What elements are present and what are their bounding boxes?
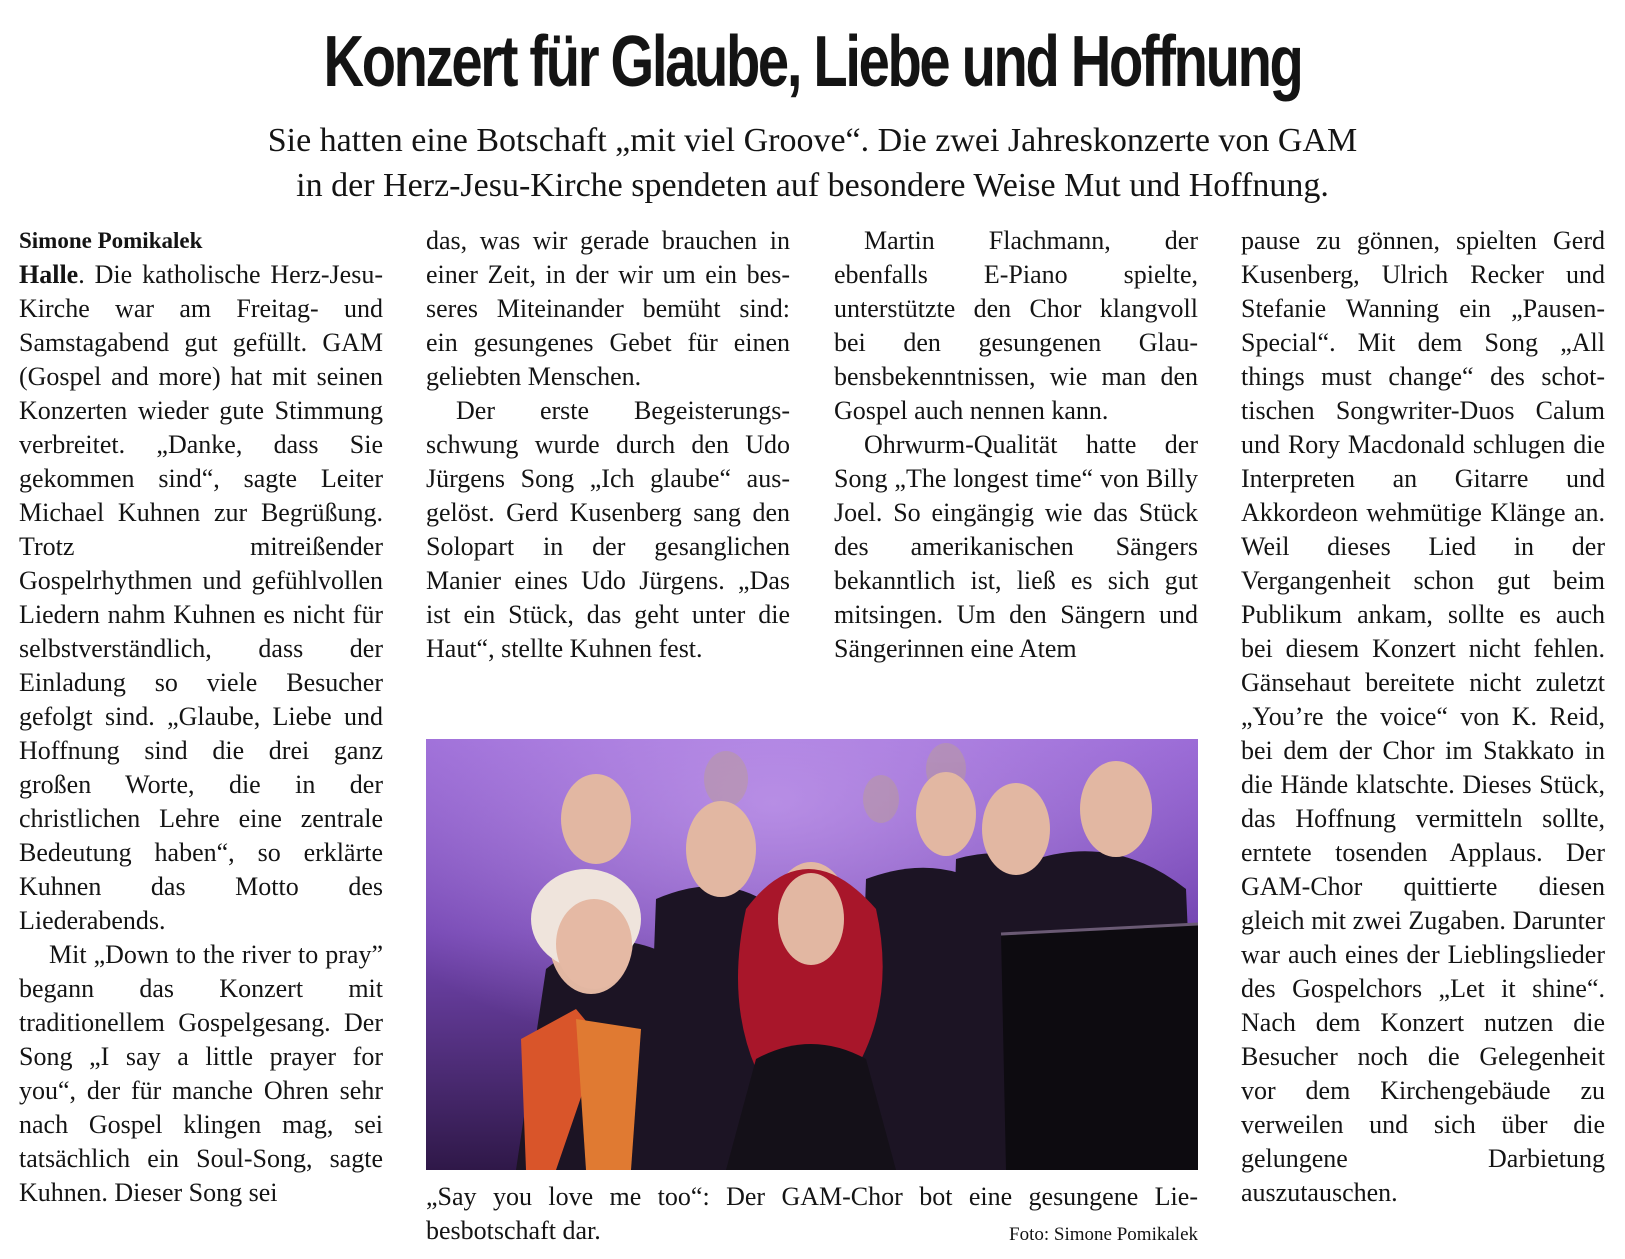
column-1-paragraph-2: Mit „Down to the river to pray” begann das Konzert mit traditionellem Gospelgesang. Der Song „I say a little prayer for you“, der für manche Ohren sehr nach Gospel klingen mag, sei tatsächlich ein Soul-Song, sagte Kuhnen. Dieser Song sei [19, 940, 383, 1207]
photo-credit: Foto: Simone Pomikalek [1009, 1224, 1198, 1245]
dateline: Halle [19, 260, 79, 289]
column-3-paragraph-1: Martin Flachmann, der ebenfalls E-Piano spielte, unterstützte den Chor klangvoll bei den gesungenen Glaubensbekenntnissen, wie man den Gospel auch nennen kann. [834, 226, 1198, 425]
choir-photo [426, 739, 1198, 1170]
column-2-paragraph-1: das, was wir gerade brauchen in einer Zeit, in der wir um ein besseres Miteinander bemüht sind: ein gesungenes Gebet für einen geliebten Menschen. [426, 226, 790, 391]
subheadline-line-2: in der Herz-Jesu-Kirche spendeten auf besondere Weise Mut und Hoffnung. [296, 167, 1329, 204]
column-3-paragraph-2: Ohrwurm-Qualität hatte der Song „The longest time“ von Billy Joel. So eingängig wie das Stück des amerikanischen Sängers bekanntlich ist, ließ es sich gut mitsingen. Um den Sängern und Sängerinnen eine Atem [834, 430, 1198, 663]
article-column-3 [834, 224, 1198, 684]
choir-photo-illustration [426, 739, 1198, 1170]
author-byline: Simone Pomikalek [19, 228, 203, 253]
photo-caption: „Say you love me too“: Der GAM-Chor bot eine gesungene Liebesbotschaft dar. [426, 1182, 1198, 1245]
subheadline-line-1: Sie hatten eine Botschaft „mit viel Groove“. Die zwei Jahreskonzerte von GAM [267, 122, 1358, 159]
article-column-1 [19, 224, 383, 1259]
column-1-paragraph-1 [19, 258, 383, 938]
headline: Konzert für Glaube, Liebe und Hoffnung [323, 22, 1302, 102]
article-column-2 [426, 224, 790, 684]
column-1-paragraph-1-text: . Die katholische Herz-Jesu-Kirche war am Freitag- und Samstagabend gut gefüllt. GAM (Gospel and more) hat mit seinen Konzerten wieder gute Stimmung verbreitet. „Danke, dass Sie gekommen sind“, sagte Leiter Michael Kuhnen zur Begrüßung. Trotz mitreißender Gospelrhythmen und gefühlvollen Liedern nahm Kuhnen es nicht für selbstverständlich, dass der Einladung so viele Besucher gefolgt sind. „Glaube, Liebe und Hoffnung sind die drei ganz großen Worte, die in der christlichen Lehre eine zentrale Bedeutung haben“, so erklärte Kuhnen das Motto des Liederabends. [19, 260, 383, 935]
article-column-4 [1241, 224, 1605, 1259]
column-4-paragraph-1: pause zu gönnen, spielten Gerd Kusenberg, Ulrich Recker und Stefanie Wanning ein „Pausen-Special“. Mit dem Song „All things must change“ des schottischen Songwriter-Duos Calum und Rory Macdonald schlugen die Interpreten an Gitarre und Akkordeon wehmütige Klänge an. Weil dieses Lied in der Vergangenheit schon gut beim Publikum ankam, sollte es auch bei diesem Konzert nicht fehlen. Gänsehaut bereitete nicht zuletzt „You’re the voice“ von K. Reid, bei dem der Chor im Stakkato in die Hände klatschte. Dieses Stück, das Hoffnung vermitteln sollte, erntete tosenden Applaus. Der GAM-Chor quittierte diesen gleich mit zwei Zugaben. Darunter war auch eines der Lieblingslieder des Gospelchors „Let it shine“. Nach dem Konzert nutzen die Besucher noch die Gelegenheit vor dem Kirchengebäude zu verweilen und sich über die gelungene Darbietung auszutauschen. [1241, 226, 1605, 1207]
column-2-paragraph-2: Der erste Begeisterungsschwung wurde durch den Udo Jürgens Song „Ich glaube“ ausgelöst. Gerd Kusenberg sang den Solopart in der gesanglichen Manier eines Udo Jürgens. „Das ist ein Stück, das geht unter die Haut“, stellte Kuhnen fest. [426, 396, 790, 663]
